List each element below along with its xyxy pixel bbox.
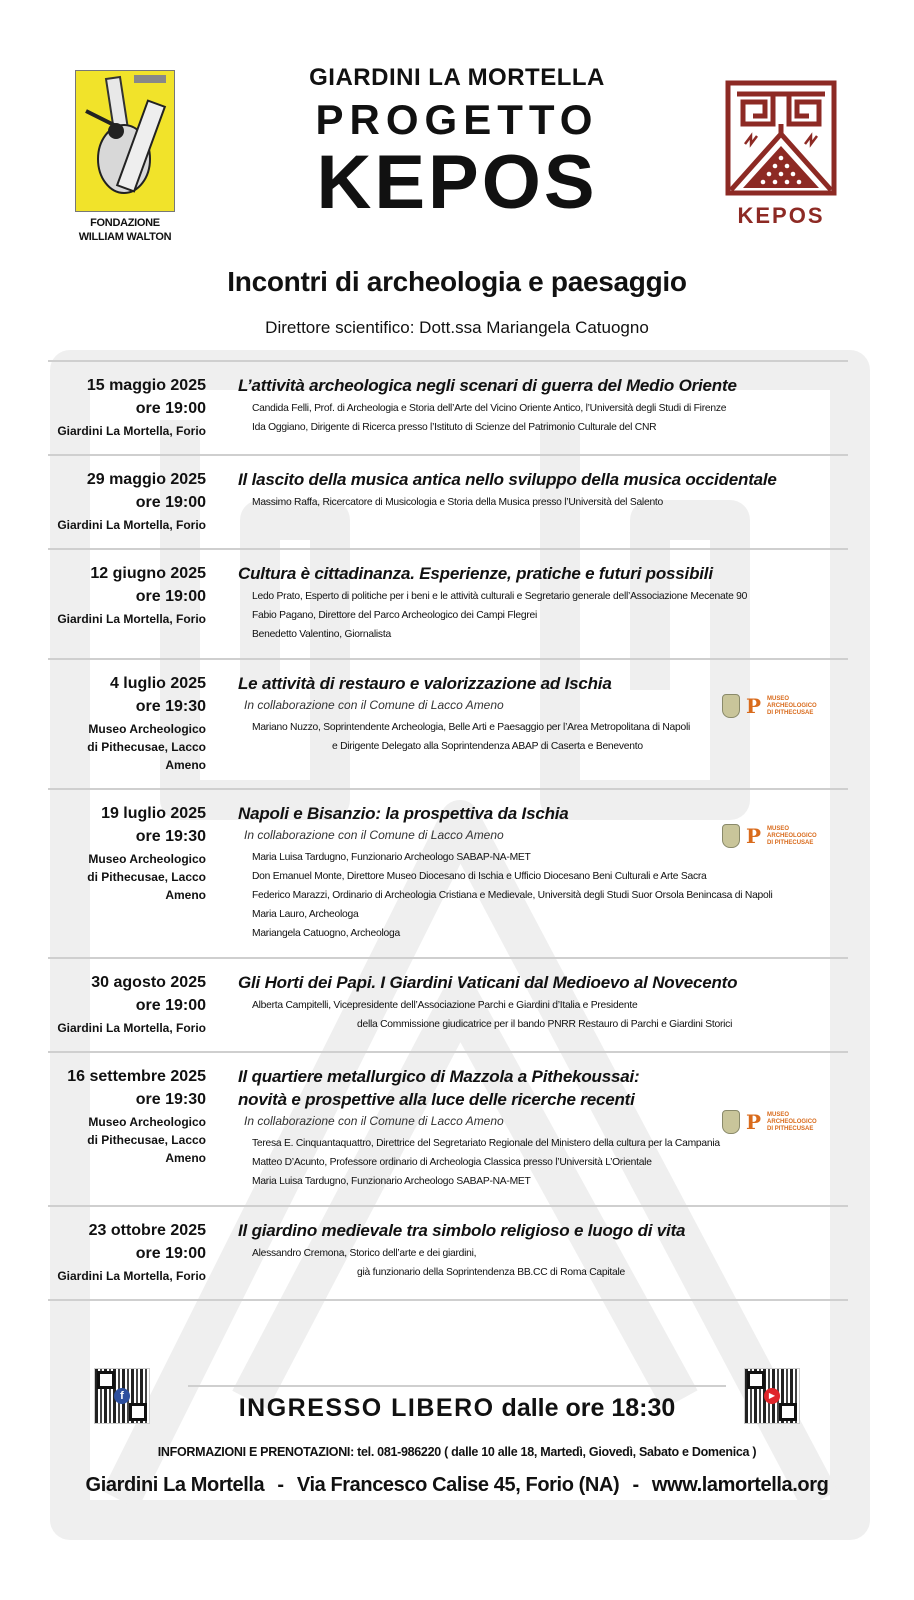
walton-caption-line2: WILLIAM WALTON (78, 231, 172, 243)
event-date: 15 maggio 2025 (86, 377, 206, 394)
speaker: della Commissione giudicatrice per il bando PNRR Restauro di Parchi e Giardini Storici (357, 1019, 733, 1030)
venue-address: Via Francesco Calise 45, Forio (NA) (296, 1474, 620, 1496)
lacco-ameno-crest-icon (722, 1110, 740, 1134)
event-date: 29 maggio 2025 (86, 471, 206, 488)
free-entry-time: dalle ore 18:30 (501, 1394, 676, 1422)
speaker: e Dirigente Delegato alla Soprintendenza ABAP di Caserta e Benevento (332, 741, 643, 752)
museo-pithecusae-logo-text (767, 826, 817, 847)
walton-caption-line1: FONDAZIONE (90, 217, 160, 229)
event-list (48, 360, 848, 1301)
partner-logos (722, 823, 818, 849)
speaker-list (252, 493, 848, 512)
event-date: 23 ottobre 2025 (88, 1222, 206, 1239)
walton-pierrot-icon (75, 70, 175, 212)
speaker: Maria Luisa Tardugno, Funzionario Archeologo SABAP-NA-MET (252, 852, 531, 863)
event-time: ore 19:00 (135, 1245, 206, 1262)
partner-logos (722, 693, 818, 719)
event-title: Napoli e Bisanzio: la prospettiva da Ischia (238, 804, 569, 823)
kepos-greek-icon (725, 80, 837, 196)
speaker: Ledo Prato, Esperto di politiche per i beni e le attività culturali e Segretario generale dell’Associazione Mecenate 90 (252, 591, 748, 602)
event-date: 16 settembre 2025 (67, 1068, 206, 1085)
speaker: Maria Lauro, Archeologa (252, 909, 359, 920)
event-place: Giardini La Mortella, Forio (57, 424, 206, 438)
event-when (48, 1219, 238, 1285)
event-date: 30 agosto 2025 (91, 974, 206, 991)
museo-text-2: ARCHEOLOGICO (767, 702, 817, 709)
event-row (48, 456, 848, 548)
event-place: Museo Archeologico (88, 852, 206, 866)
speaker: Mariano Nuzzo, Soprintendente Archeologia, Belle Arti e Paesaggio per l’Area Metropolitana di Napoli (252, 722, 691, 733)
event-details (238, 468, 848, 534)
event-when (48, 1065, 238, 1191)
speaker-list (252, 399, 848, 437)
speaker-list (252, 848, 848, 943)
partner-logos (722, 1109, 818, 1135)
event-details (238, 562, 848, 644)
event-time: ore 19:30 (135, 828, 206, 845)
event-when (48, 562, 238, 644)
separator: - (277, 1474, 284, 1496)
event-time: ore 19:30 (135, 698, 206, 715)
event-time: ore 19:00 (135, 494, 206, 511)
event-place: di Pithecusae, Lacco Ameno (87, 740, 206, 772)
event-details (238, 1219, 848, 1285)
event-place: Museo Archeologico (88, 1115, 206, 1129)
facebook-icon: f (114, 1388, 130, 1404)
title-line-3: KEPOS (316, 140, 598, 225)
event-title: Cultura è cittadinanza. Esperienze, pratiche e futuri possibili (238, 564, 713, 583)
event-date: 19 luglio 2025 (101, 805, 206, 822)
museo-p-icon: P (746, 1110, 762, 1134)
museo-p-icon: P (746, 824, 762, 848)
fondazione-walton-logo (75, 70, 175, 244)
event-row (48, 1053, 848, 1205)
event-place: Museo Archeologico (88, 722, 206, 736)
separator: - (632, 1474, 639, 1496)
event-place: Giardini La Mortella, Forio (57, 1021, 206, 1035)
museo-pithecusae-logo-text (767, 696, 817, 717)
event-time: ore 19:00 (135, 400, 206, 417)
event-collaboration: In collaborazione con il Comune di Lacco Ameno (244, 828, 504, 842)
event-details (238, 802, 848, 943)
footer-divider (188, 1385, 726, 1387)
museo-text-2: ARCHEOLOGICO (767, 832, 817, 839)
event-details (238, 374, 848, 440)
museo-text-1: MUSEO (767, 1111, 790, 1118)
walton-caption (75, 216, 175, 244)
venue-name: Giardini La Mortella (85, 1474, 265, 1496)
speaker-list (252, 1244, 848, 1282)
event-row (48, 790, 848, 957)
event-place: di Pithecusae, Lacco Ameno (87, 870, 206, 902)
speaker: Candida Felli, Prof. di Archeologia e Storia dell’Arte del Vicino Oriente Antico, l’Università degli Studi di Firenze (252, 403, 727, 414)
subtitle: Incontri di archeologia e paesaggio (227, 266, 687, 297)
event-title: Il giardino medievale tra simbolo religioso e luogo di vita (238, 1221, 686, 1240)
event-time: ore 19:30 (135, 1091, 206, 1108)
youtube-icon: ▶ (764, 1388, 780, 1404)
event-details (238, 971, 848, 1037)
scientific-director: Direttore scientifico: Dott.ssa Mariangela Catuogno (265, 318, 649, 337)
museo-text-3: DI PITHECUSAE (767, 1125, 814, 1132)
event-place: Giardini La Mortella, Forio (57, 612, 206, 626)
event-when (48, 374, 238, 440)
speaker: Matteo D’Acunto, Professore ordinario di Archeologia Classica presso l’Università L’Orientale (252, 1157, 652, 1168)
event-row (48, 660, 848, 788)
event-title: Il quartiere metallurgico di Mazzola a Pithekoussai: (238, 1067, 640, 1086)
event-row (48, 550, 848, 658)
event-date: 4 luglio 2025 (109, 675, 206, 692)
event-date: 12 giugno 2025 (90, 565, 206, 582)
speaker-list (252, 587, 848, 644)
event-title: novità e prospettive alla luce delle ricerche recenti (238, 1090, 635, 1109)
speaker: Alessandro Cremona, Storico dell’arte e dei giardini, (252, 1248, 477, 1259)
event-row (48, 1207, 848, 1299)
museo-text-1: MUSEO (767, 695, 790, 702)
event-time: ore 19:00 (135, 997, 206, 1014)
event-when (48, 971, 238, 1037)
speaker: Alberta Campitelli, Vicepresidente dell’Associazione Parchi e Giardini d’Italia e Presidente (252, 1000, 638, 1011)
kepos-logo (725, 80, 837, 229)
event-place: Giardini La Mortella, Forio (57, 518, 206, 532)
speaker: già funzionario della Soprintendenza BB.CC di Roma Capitale (357, 1267, 626, 1278)
event-when (48, 802, 238, 943)
museo-pithecusae-logo-text (767, 1112, 817, 1133)
speaker: Federico Marazzi, Ordinario di Archeologia Cristiana e Medievale, Università degli Studi Suor Orsola Benincasa di Napoli (252, 890, 773, 901)
title-line-1: GIARDINI LA MORTELLA (309, 64, 605, 91)
museo-text-3: DI PITHECUSAE (767, 709, 814, 716)
lacco-ameno-crest-icon (722, 824, 740, 848)
website-link[interactable]: www.lamortella.org (651, 1474, 829, 1496)
speaker: Benedetto Valentino, Giornalista (252, 629, 391, 640)
speaker: Don Emanuel Monte, Direttore Museo Diocesano di Ischia e Ufficio Diocesano Beni Culturali e Arte Sacra (252, 871, 707, 882)
address-line (0, 1474, 914, 1497)
museo-text-3: DI PITHECUSAE (767, 839, 814, 846)
museo-text-2: ARCHEOLOGICO (767, 1118, 817, 1125)
speaker-list (252, 1134, 848, 1191)
event-row (48, 959, 848, 1051)
speaker: Mariangela Catuogno, Archeologa (252, 928, 400, 939)
title-line-2: PROGETTO (315, 96, 599, 143)
event-place: di Pithecusae, Lacco Ameno (87, 1133, 206, 1165)
museo-text-1: MUSEO (767, 825, 790, 832)
event-time: ore 19:00 (135, 588, 206, 605)
divider (48, 1299, 848, 1301)
event-place: Giardini La Mortella, Forio (57, 1269, 206, 1283)
speaker-list (252, 996, 848, 1034)
speaker: Fabio Pagano, Direttore del Parco Archeologico dei Campi Flegrei (252, 610, 538, 621)
free-entry-notice (0, 1394, 914, 1423)
event-details (238, 672, 848, 774)
event-collaboration: In collaborazione con il Comune di Lacco Ameno (244, 1114, 504, 1128)
event-title: Il lascito della musica antica nello sviluppo della musica occidentale (238, 470, 777, 489)
speaker: Massimo Raffa, Ricercatore di Musicologia e Storia della Musica presso l’Università del Salento (252, 497, 664, 508)
lacco-ameno-crest-icon (722, 694, 740, 718)
event-when (48, 672, 238, 774)
speaker: Ida Oggiano, Dirigente di Ricerca presso l’Istituto di Scienze del Patrimonio Culturale del CNR (252, 422, 657, 433)
event-title: Gli Horti dei Papi. I Giardini Vaticani dal Medioevo al Novecento (238, 973, 738, 992)
booking-info: INFORMAZIONI E PRENOTAZIONI: tel. 081-986220 ( dalle 10 alle 18, Martedì, Giovedì, Sabato e Domenica ) (157, 1445, 757, 1459)
event-collaboration: In collaborazione con il Comune di Lacco Ameno (244, 698, 504, 712)
event-title: Le attività di restauro e valorizzazione ad Ischia (238, 674, 612, 693)
speaker: Maria Luisa Tardugno, Funzionario Archeologo SABAP-NA-MET (252, 1176, 531, 1187)
event-row (48, 362, 848, 454)
speaker: Teresa E. Cinquantaquattro, Direttrice del Segretariato Regionale del Ministero della cultura per la Campania (252, 1138, 720, 1149)
event-details (238, 1065, 848, 1191)
free-entry-label: INGRESSO LIBERO (238, 1394, 495, 1422)
speaker-list (252, 718, 848, 756)
event-title: L’attività archeologica negli scenari di guerra del Medio Oriente (238, 376, 737, 395)
title-block (200, 64, 714, 225)
museo-p-icon: P (746, 694, 762, 718)
kepos-logo-caption: KEPOS (737, 203, 825, 228)
event-when (48, 468, 238, 534)
